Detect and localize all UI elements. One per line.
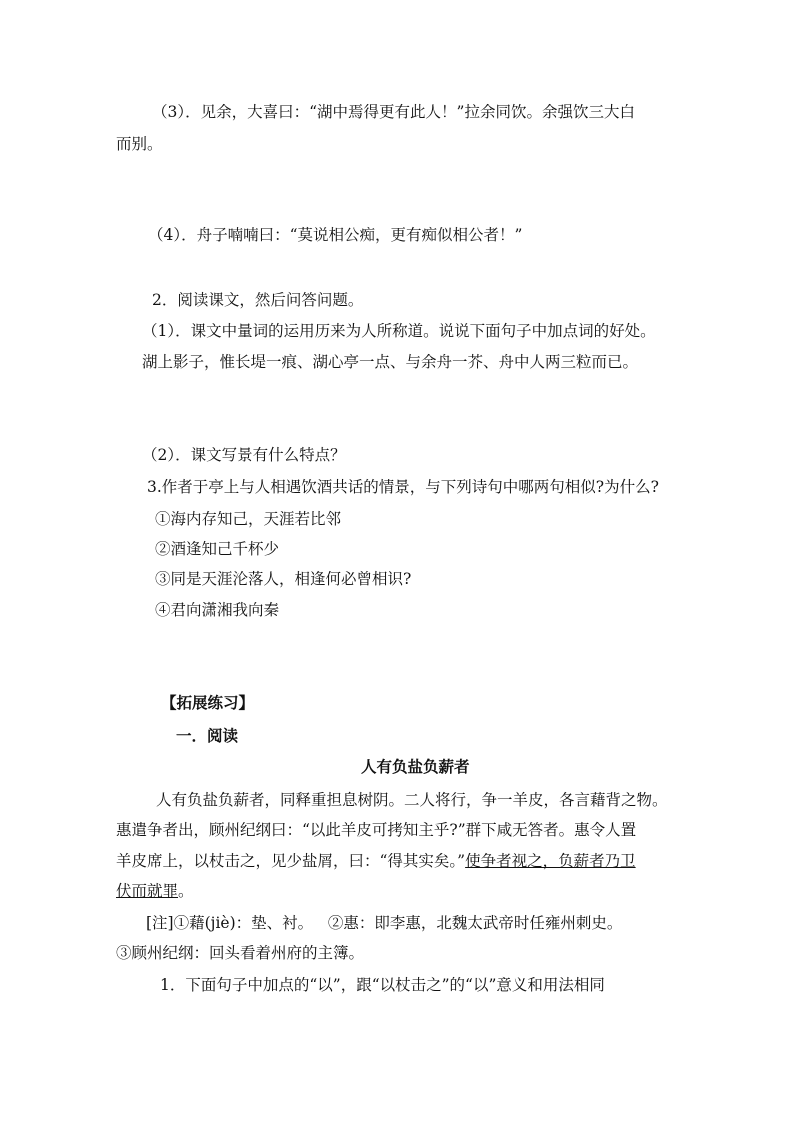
question-3-line-2: 而别。 bbox=[116, 135, 163, 153]
section-2-question-1: （1）．课文中量词的运用历来为人所称道。说说下面句子中加点词的好处。 bbox=[142, 322, 656, 340]
section-2-question-2: （2）．课文写景有什么特点？ bbox=[142, 446, 346, 464]
question-4: （4）．舟子喃喃曰：“莫说相公痴，更有痴似相公者！” bbox=[148, 226, 523, 244]
extension-subheading: 一．阅读 bbox=[176, 726, 239, 745]
underlined-sentence-part-1: 使争者视之，负薪者乃卫 bbox=[465, 852, 636, 870]
poem-option-2: ②酒逢知己千杯少 bbox=[155, 540, 280, 558]
notes-line-2: ③顾州纪纲：回头看着州府的主簿。 bbox=[116, 944, 365, 962]
passage-line-4-end: 。 bbox=[178, 882, 194, 900]
passage-line-3 bbox=[116, 850, 636, 872]
passage-title: 人有负盐负薪者 bbox=[361, 757, 470, 776]
section-2-heading: 2．阅读课文，然后问答问题。 bbox=[152, 291, 364, 309]
extension-heading: 【拓展练习】 bbox=[161, 693, 255, 712]
question-3-line-1: （3）．见余，大喜曰：“湖中焉得更有此人！”拉余同饮。余强饮三大白 bbox=[152, 103, 635, 121]
notes-line-1: [注]①藉(jiè)：垫、衬。 ②惠：即李惠，北魏太武帝时任雍州刺史。 bbox=[146, 914, 623, 932]
underlined-sentence-part-2: 伏而就罪 bbox=[116, 882, 179, 900]
poem-option-4: ④君向潇湘我向秦 bbox=[155, 601, 280, 619]
extension-question-1: 1．下面句子中加点的“以”，跟“以杖击之”的“以”意义和用法相同 bbox=[160, 976, 605, 994]
section-3-heading: 3.作者于亭上与人相遇饮酒共话的情景，与下列诗句中哪两句相似?为什么? bbox=[147, 478, 659, 496]
poem-option-3: ③同是天涯沦落人，相逢何必曾相识? bbox=[155, 570, 412, 588]
passage-line-3-text: 羊皮席上，以杖击之，见少盐屑，曰：“得其实矣。” bbox=[116, 852, 466, 870]
section-2-question-1-quote: 湖上影子，惟长堤一痕、湖心亭一点、与余舟一芥、舟中人两三粒而已。 bbox=[142, 353, 639, 371]
passage-line-1: 人有负盐负薪者，同释重担息树阴。二人将行，争一羊皮，各言藉背之物。 bbox=[156, 791, 668, 809]
passage-line-2: 惠遣争者出，顾州纪纲曰：“以此羊皮可拷知主乎?”群下咸无答者。惠令人置 bbox=[116, 821, 637, 839]
passage-line-4 bbox=[116, 880, 194, 902]
poem-option-1: ①海内存知己，天涯若比邻 bbox=[155, 510, 342, 528]
